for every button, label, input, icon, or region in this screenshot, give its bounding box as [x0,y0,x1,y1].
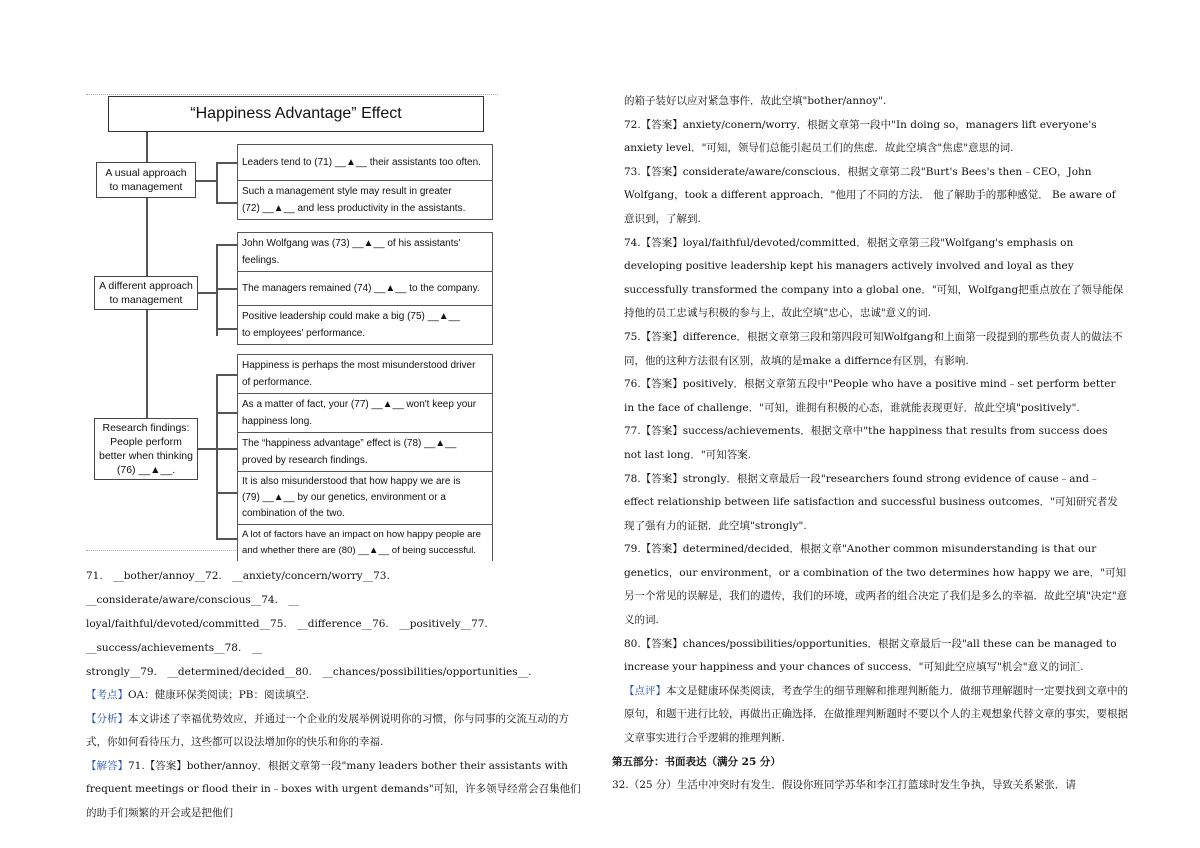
fenxi-text: 本文讲述了幸福优势效应，并通过一个企业的发展举例说明你的习惯，你与同事的交流互动的方式，你如何看待压力，这些都可以设法增加你的快乐和你的幸福. [86,712,569,749]
diagram-title: “Happiness Advantage” Effect [108,96,484,132]
group-label-research-findings: Research findings: People perform better when thinking (76) __▲__. [94,418,198,480]
connector [216,328,238,330]
diagram-item: Positive leadership could make a big (75) __▲__ to employees' performance. [238,305,492,344]
kaodian-text: OA：健康环保类阅读；PB：阅读填空. [128,689,310,701]
group-label-different-approach: A different approach to management [94,276,198,310]
answer-72: 72.【答案】anxiety/conern/worry．根据文章第一段中"In doing so，managers lift everyone's anxiety level．"可知，领导们总能引起员工们的焦虑．故此空填含"焦虑"意思的词. [624,118,1097,155]
answer-76: 76.【答案】positively．根据文章第五段中"People who have a positive mind﹣set perform better in the face of challenge．"可知，谁拥有积极的心态，谁就能表现更好．故此空填"positively". [624,378,1116,414]
jieda-text: 71.【答案】bother/annoy．根据文章第一段"many leaders bother their assistants with frequent meetings or flood their in﹣boxes with urgent demands"可知，许多领导经常会召集他们的助手们频繁的开会或是把他们 [86,759,581,819]
connector [216,538,238,540]
connector [216,162,218,202]
connector [216,448,238,450]
diagram-item: The managers remained (74) __▲__ to the company. [238,271,492,305]
diagram-item: John Wolfgang was (73) __▲__ of his assistants' feelings. [238,232,492,271]
connector [216,288,238,290]
diagram-item: Happiness is perhaps the most misunderstood driver of performance. [238,354,492,393]
kaodian-tag: 【考点】 [86,689,128,701]
happiness-advantage-diagram [86,92,498,558]
connector [198,292,216,294]
dianping-tag: 【点评】 [624,684,666,697]
dotted-border-bottom [86,550,246,551]
section-title: 第五部分：书面表达（满分 25 分） [612,755,781,768]
answer-79: 79.【答案】determined/decided．根据文章"Another common misunderstanding is that our genetics，our environment，or a combination of the two determines how happy we are．"可知另一个常见的误解是，我们的遗传，我们的环境，或两者的组合决定了我们是多么的幸福．故此空填"决定"意义的词. [624,543,1128,627]
answer-77: 77.【答案】success/achievements．根据文章中"the happiness that results from success does not last long．"可知答案. [624,425,1108,461]
group-items-usual-approach [237,144,493,220]
connector [216,374,218,538]
answer-line-3: strongly__79. __determined/decided__80. __chances/possibilities/opportunities__. [86,666,532,678]
connector [196,180,216,182]
connector [216,492,238,494]
left-column [86,564,586,826]
diagram-item: It is also misunderstood that how happy we are is (79) __▲__ by our genetics, environment or a combination of the two. [238,471,492,524]
question-32: 32.（25 分）生活中冲突时有发生．假设你班同学苏华和李江打篮球时发生争执，导致关系紧张．请 [612,779,1076,792]
answer-78: 78.【答案】strongly．根据文章最后一段"researchers found strong evidence of cause﹣and﹣effect relationship between life satisfaction and successful business outcomes．"可知研究者发现了强有力的证据．此空填"strongly". [624,472,1118,532]
connector [216,244,218,336]
kaodian-paragraph [86,684,586,708]
jieda-paragraph [86,755,586,826]
answer-line-1: 71. __bother/annoy__72. __anxiety/concern/worry__73. __considerate/aware/conscious__74. __ [86,570,401,606]
connector [216,412,238,414]
diagram-item: Such a management style may result in greater (72) __▲__ and less productivity in the assistants. [238,180,492,219]
answer-line-2: loyal/faithful/devoted/committed__75. __difference__76. __positively__77. __success/achievements__78. __ [86,618,499,654]
right-column [612,90,1128,798]
connector [216,162,238,164]
dotted-border-top [86,94,498,95]
dianping-text: 本文是健康环保类阅读，考查学生的细节理解和推理判断能力．做细节理解题时一定要找到文章中的原句，和题干进行比较，再做出正确选择．在做推理判断题时不要以个人的主观想象代替文章的事实，要根据文章事实进行合乎逻辑的推理判断. [624,684,1128,745]
group-label-usual-approach: A usual approach to management [96,162,196,198]
group-items-research-findings [237,354,493,561]
connector [216,244,238,246]
connector [198,448,216,450]
jieda-tag: 【解答】 [86,759,128,772]
answer-74: 74.【答案】loyal/faithful/devoted/committed．根据文章第三段"Wolfgang's emphasis on developing positive leadership kept his managers actively involved and loyal as they successfully transformed the company into a global one．"可知，Wolfgang把重点放在了领导能保持他的员工忠诚与积极的参与上，故此空填"忠心，忠诚"意义的词. [624,236,1124,320]
fenxi-tag: 【分析】 [86,712,128,725]
answer-75: 75.【答案】difference．根据文章第三段和第四段可知Wolfgang和上面第一段提到的那些负责人的做法不同，他的这种方法很有区别，故填的是make a differnce有区别，有影响. [624,330,1123,367]
group-items-different-approach [237,232,493,345]
answer-80: 80.【答案】chances/possibilities/opportunities．根据文章最后一段"all these can be managed to increase your happiness and your chances of success．"可知此空应填写"机会"意义的词汇. [624,637,1117,674]
connector [216,202,238,204]
diagram-item: The “happiness advantage” effect is (78) __▲__ proved by research findings. [238,432,492,471]
fenxi-paragraph [86,708,586,755]
diagram-item: As a matter of fact, your (77) __▲__ won't keep your happiness long. [238,393,492,432]
diagram-item: A lot of factors have an impact on how happy people are and whether there are (80) __▲__ of being successful. [238,524,492,561]
answer-73: 73.【答案】considerate/aware/conscious．根据文章第二段"Burt's Bees's then﹣CEO，John Wolfgang，took a different approach．"他用了不同的方法． 他了解助手的那种感觉． Be aware of 意识到，了解到. [624,165,1116,225]
diagram-item: Leaders tend to (71) __▲__ their assistants too often. [238,144,492,180]
answer-71-continued: 的箱子装好以应对紧急事件．故此空填"bother/annoy". [624,95,887,107]
connector [216,374,238,376]
dianping-paragraph [624,680,1128,751]
